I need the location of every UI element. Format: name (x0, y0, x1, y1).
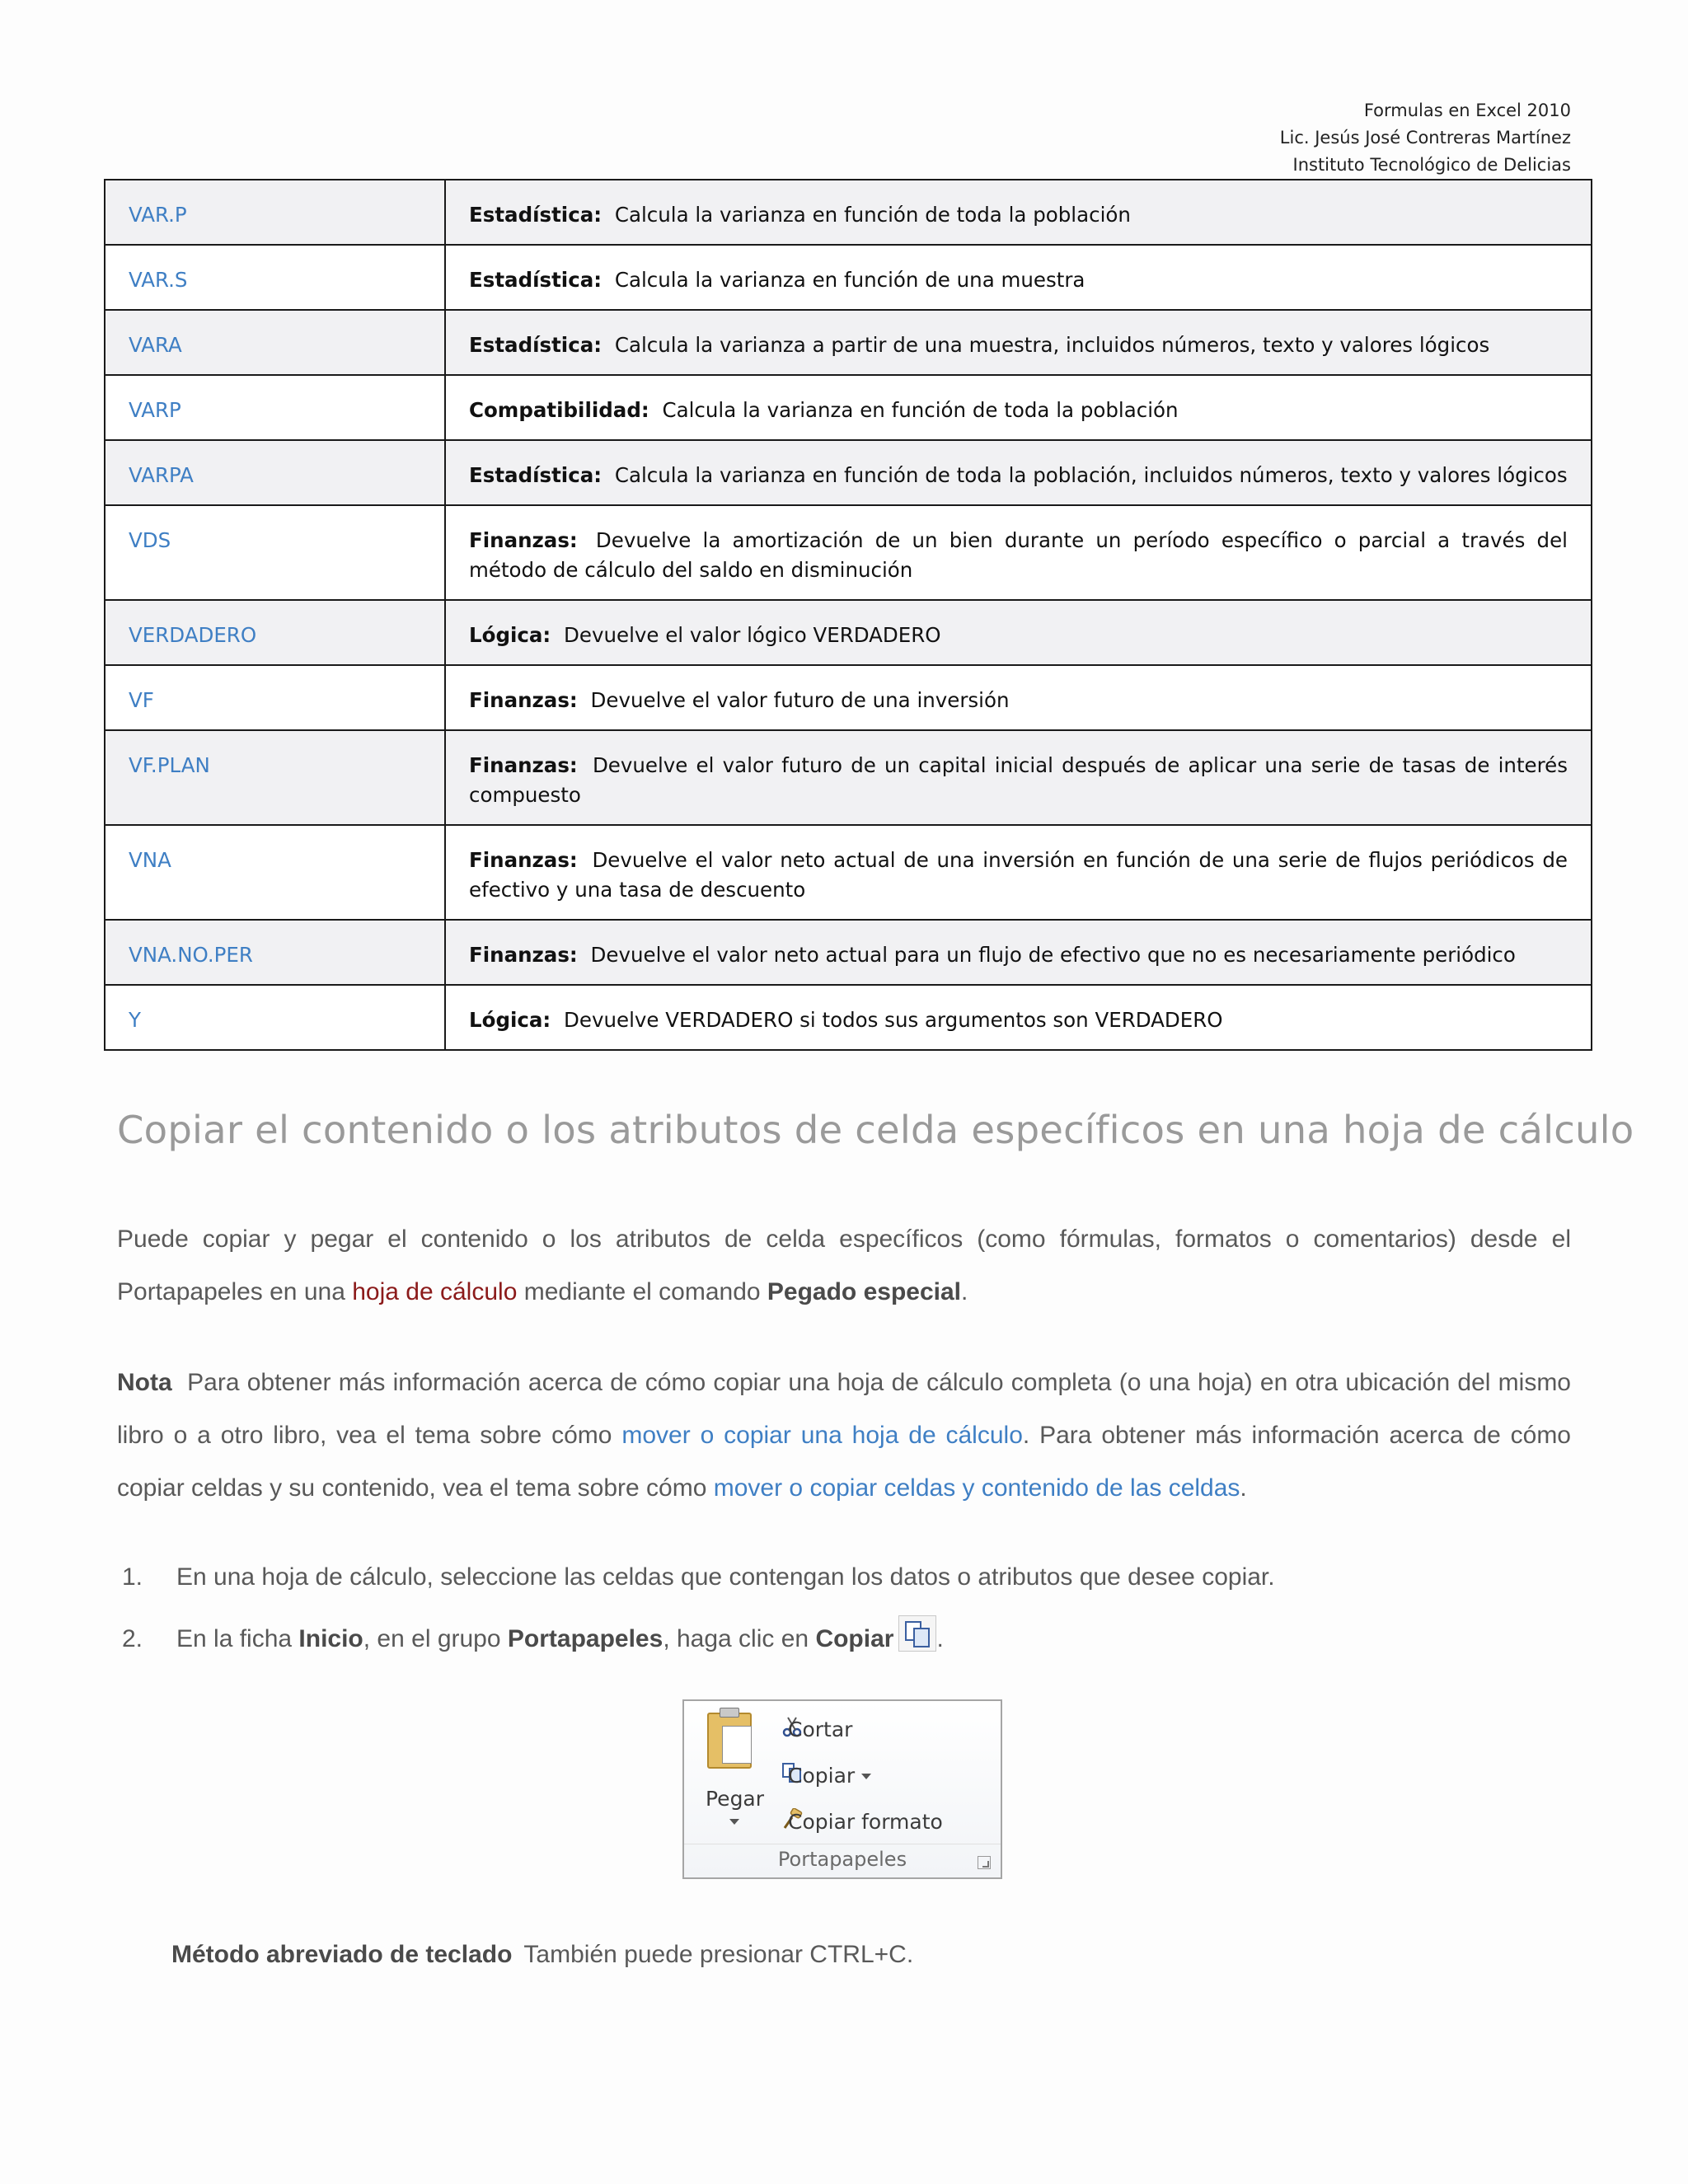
function-category: Estadística: (469, 203, 603, 227)
header-author: Lic. Jesús José Contreras Martínez (1279, 128, 1571, 148)
paste-button-label: Pegar (706, 1787, 765, 1811)
table-row (105, 440, 1592, 505)
step-text-1: En la ficha (176, 1625, 299, 1652)
note-text-3: . (1240, 1474, 1247, 1502)
function-description-text: Devuelve el valor lógico VERDADERO (564, 623, 941, 647)
function-category: Finanzas: (469, 848, 578, 872)
function-description (445, 505, 1592, 600)
function-category: Finanzas: (469, 753, 578, 777)
paste-icon (707, 1713, 752, 1769)
function-description-text: Calcula la varianza a partir de una muestra, incluidos números, texto y valores lógicos (614, 333, 1490, 357)
function-description (445, 310, 1592, 375)
function-category: Lógica: (469, 623, 551, 647)
chevron-down-icon (729, 1819, 739, 1825)
function-category: Finanzas: (469, 688, 578, 712)
function-name[interactable]: VNA (105, 825, 445, 920)
function-description-text: Calcula la varianza en función de toda la población (662, 398, 1179, 422)
step-number: 1. (122, 1563, 143, 1591)
function-name[interactable]: VERDADERO (105, 600, 445, 665)
note-label: Nota (117, 1369, 172, 1396)
function-category: Estadística: (469, 268, 603, 292)
note-text-1: Para obtener más información acerca de cómo copiar una hoja de cálculo completa (o una hoja) en otra ubicación del mismo libro o a otro libro, vea el tema sobre cómo (117, 1369, 1571, 1449)
function-category: Compatibilidad: (469, 398, 649, 422)
copy-label (788, 1764, 871, 1788)
function-category: Finanzas: (469, 528, 578, 552)
function-name[interactable]: VARA (105, 310, 445, 375)
header-title: Formulas en Excel 2010 (1363, 101, 1571, 120)
functions-table (104, 179, 1592, 1051)
step-2 (117, 1615, 944, 1653)
function-description (445, 245, 1592, 310)
clipboard-group-term: Portapapeles (507, 1625, 663, 1652)
section-heading: Copiar el contenido o los atributos de celda específicos en una hoja de cálculo (117, 1108, 1634, 1152)
function-category: Estadística: (469, 463, 603, 487)
copy-command-term: Copiar (815, 1625, 894, 1652)
table-row (105, 505, 1592, 600)
function-description (445, 665, 1592, 730)
note-text-2: . Para obtener más información acerca de cómo copiar celdas y su contenido, vea el tema sobre cómo (117, 1422, 1571, 1502)
function-name[interactable]: VAR.P (105, 180, 445, 245)
function-name[interactable]: VF.PLAN (105, 730, 445, 825)
function-description (445, 180, 1592, 245)
chevron-down-icon (861, 1774, 871, 1779)
intro-text-3: . (961, 1278, 968, 1305)
function-name[interactable]: VARP (105, 375, 445, 440)
table-row (105, 825, 1592, 920)
page-header (1280, 97, 1571, 179)
keyboard-shortcut-note (171, 1941, 913, 1969)
function-description-text: Devuelve el valor neto actual para un flujo de efectivo que no es necesariamente periódico (590, 943, 1516, 967)
function-name[interactable]: VDS (105, 505, 445, 600)
function-name[interactable]: VARPA (105, 440, 445, 505)
group-name-label: Portapapeles (684, 1844, 1001, 1877)
header-institution: Instituto Tecnológico de Delicias (1292, 155, 1571, 175)
clipboard-group-image (682, 1699, 1002, 1879)
function-description-text: Devuelve la amortización de un bien durante un período específico o parcial a través del método de cálculo del saldo en disminución (469, 528, 1568, 582)
copy-icon (898, 1615, 936, 1652)
shortcut-text: También puede presionar CTRL+C. (523, 1941, 914, 1968)
function-name[interactable]: VF (105, 665, 445, 730)
function-description-text: Devuelve VERDADERO si todos sus argumentos son VERDADERO (564, 1008, 1223, 1032)
table-row (105, 245, 1592, 310)
shortcut-label: Método abreviado de teclado (171, 1941, 513, 1968)
function-description-text: Calcula la varianza en función de toda la población (614, 203, 1131, 227)
table-row (105, 180, 1592, 245)
table-row (105, 920, 1592, 985)
function-description (445, 375, 1592, 440)
function-name[interactable]: VAR.S (105, 245, 445, 310)
intro-text-2: mediante el comando (517, 1278, 767, 1305)
function-description (445, 730, 1592, 825)
function-category: Finanzas: (469, 943, 578, 967)
function-description (445, 825, 1592, 920)
function-description (445, 920, 1592, 985)
worksheet-link[interactable]: hoja de cálculo (352, 1278, 518, 1305)
home-tab-term: Inicio (298, 1625, 363, 1652)
move-copy-sheet-link[interactable]: mover o copiar una hoja de cálculo (621, 1422, 1023, 1449)
function-description (445, 985, 1592, 1050)
note-paragraph (117, 1357, 1571, 1515)
step-text-2: , en el grupo (363, 1625, 508, 1652)
table-row (105, 730, 1592, 825)
table-row (105, 375, 1592, 440)
intro-text-1: Puede copiar y pegar el contenido o los atributos de celda específicos (como fórmulas, formatos o comentarios) desde el Portapapeles en una (117, 1226, 1571, 1305)
step-number: 2. (122, 1625, 143, 1652)
table-row (105, 665, 1592, 730)
cut-label: Cortar (788, 1718, 853, 1741)
function-description (445, 440, 1592, 505)
format-painter-label: Copiar formato (788, 1810, 943, 1834)
function-description-text: Devuelve el valor neto actual de una inversión en función de una serie de flujos periódicos de efectivo y una tasa de descuento (469, 848, 1568, 902)
step-text-4: . (936, 1625, 944, 1652)
function-description-text: Devuelve el valor futuro de una inversión (590, 688, 1010, 712)
table-row (105, 985, 1592, 1050)
step-text: En una hoja de cálculo, seleccione las celdas que contengan los datos o atributos que desee copiar. (176, 1563, 1275, 1591)
function-name[interactable]: Y (105, 985, 445, 1050)
intro-paragraph (117, 1213, 1571, 1319)
step-1 (117, 1563, 1275, 1591)
function-description (445, 600, 1592, 665)
function-description-text: Calcula la varianza en función de toda la población, incluidos números, texto y valores lógicos (614, 463, 1568, 487)
table-row (105, 310, 1592, 375)
function-description-text: Devuelve el valor futuro de un capital inicial después de aplicar una serie de tasas de interés compuesto (469, 753, 1568, 807)
table-row (105, 600, 1592, 665)
step-text-3: , haga clic en (663, 1625, 816, 1652)
move-copy-cells-link[interactable]: mover o copiar celdas y contenido de las celdas (713, 1474, 1240, 1502)
function-category: Estadística: (469, 333, 603, 357)
copy-label-text: Copiar (788, 1764, 856, 1788)
function-name[interactable]: VNA.NO.PER (105, 920, 445, 985)
dialog-launcher-icon (978, 1856, 991, 1869)
function-category: Lógica: (469, 1008, 551, 1032)
function-description-text: Calcula la varianza en función de una muestra (614, 268, 1085, 292)
paste-special-term: Pegado especial (767, 1278, 962, 1305)
